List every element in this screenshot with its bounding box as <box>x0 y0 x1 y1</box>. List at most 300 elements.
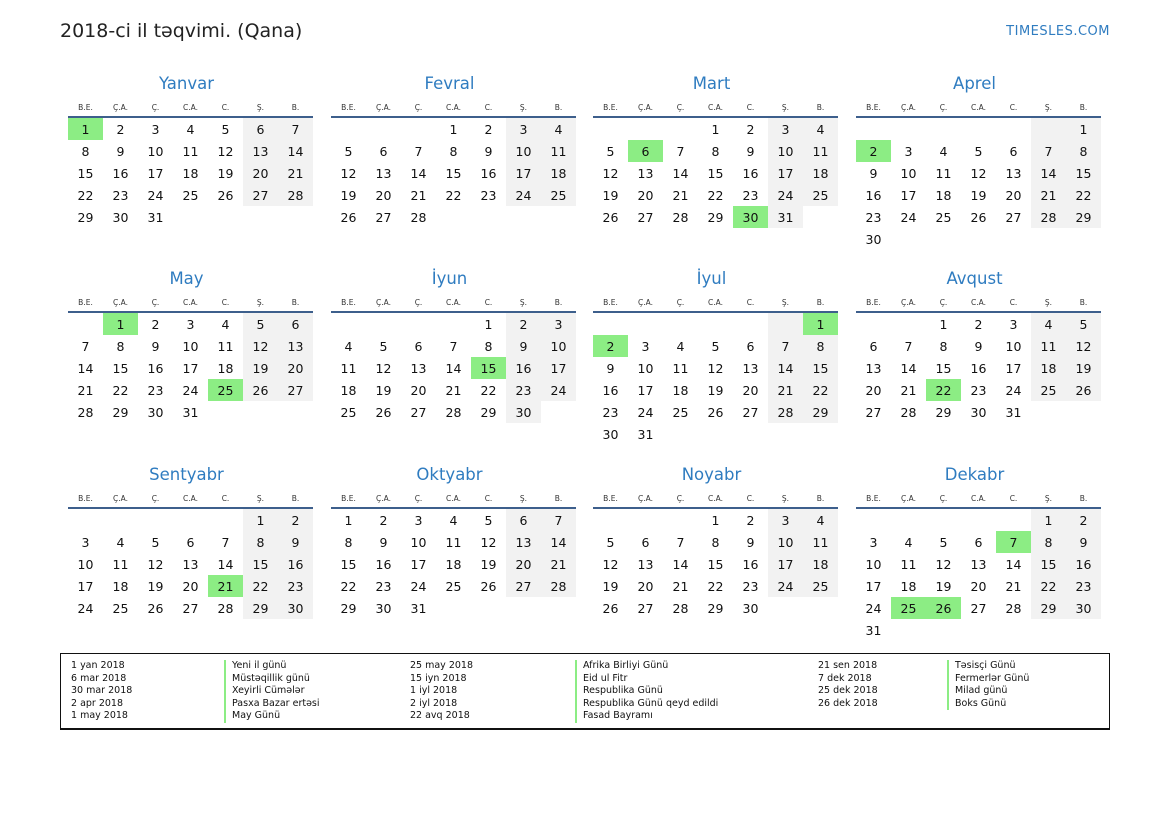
day-cell[interactable]: 7 <box>1031 140 1066 162</box>
day-cell[interactable]: 19 <box>602 578 619 594</box>
day-cell[interactable]: 27 <box>865 404 882 420</box>
day-cell[interactable]: 18 <box>803 553 838 575</box>
day-cell[interactable]: 27 <box>375 209 392 225</box>
day-cell[interactable]: 21 <box>1031 184 1066 206</box>
day-cell[interactable]: 13 <box>375 165 392 181</box>
day-cell[interactable]: 23 <box>865 209 882 225</box>
day-cell[interactable]: 11 <box>1031 335 1066 357</box>
day-cell[interactable]: 7 <box>449 338 458 354</box>
day-cell[interactable]: 17 <box>147 165 164 181</box>
day-cell[interactable]: 20 <box>375 187 392 203</box>
day-cell[interactable]: 16 <box>1066 553 1101 575</box>
day-cell[interactable]: 4 <box>803 117 838 140</box>
day-cell[interactable]: 30 <box>865 231 882 247</box>
day-cell[interactable]: 1 <box>344 512 353 528</box>
day-cell[interactable]: 5 <box>1066 312 1101 335</box>
day-cell[interactable]: 16 <box>147 360 164 376</box>
day-cell[interactable]: 1 <box>711 121 720 137</box>
day-cell[interactable]: 26 <box>243 379 278 401</box>
day-cell[interactable]: 31 <box>410 600 427 616</box>
day-cell[interactable]: 8 <box>803 335 838 357</box>
day-cell[interactable]: 6 <box>379 143 388 159</box>
day-cell[interactable]: 26 <box>1066 379 1101 401</box>
day-cell[interactable]: 11 <box>803 531 838 553</box>
day-cell[interactable]: 17 <box>768 162 803 184</box>
day-cell[interactable]: 7 <box>414 143 423 159</box>
day-cell[interactable]: 19 <box>375 382 392 398</box>
day-cell[interactable]: 14 <box>77 360 94 376</box>
day-cell[interactable]: 14 <box>217 556 234 572</box>
day-cell[interactable]: 22 <box>1031 575 1066 597</box>
day-cell[interactable]: 15 <box>1031 553 1066 575</box>
day-cell[interactable]: 10 <box>506 140 541 162</box>
day-cell[interactable]: 6 <box>414 338 423 354</box>
day-cell[interactable]: 2 <box>746 121 755 137</box>
day-cell[interactable]: 7 <box>676 534 685 550</box>
day-cell[interactable]: 30 <box>278 597 313 619</box>
day-cell[interactable]: 26 <box>602 600 619 616</box>
day-cell[interactable]: 27 <box>637 600 654 616</box>
day-cell[interactable]: 16 <box>375 556 392 572</box>
day-cell[interactable]: 27 <box>506 575 541 597</box>
day-cell[interactable]: 16 <box>506 357 541 379</box>
day-cell[interactable]: 31 <box>147 209 164 225</box>
day-cell[interactable]: 24 <box>900 209 917 225</box>
day-cell[interactable]: 25 <box>112 600 129 616</box>
day-cell[interactable]: 2 <box>1066 508 1101 531</box>
day-cell[interactable]: 24 <box>506 184 541 206</box>
day-cell[interactable]: 10 <box>900 165 917 181</box>
day-cell[interactable]: 8 <box>344 534 353 550</box>
day-cell[interactable]: 7 <box>81 338 90 354</box>
day-cell[interactable]: 12 <box>707 360 724 376</box>
day-cell[interactable]: 7 <box>676 143 685 159</box>
day-cell[interactable]: 24 <box>541 379 576 401</box>
day-cell[interactable]: 10 <box>768 531 803 553</box>
day-cell[interactable]: 16 <box>742 556 759 572</box>
day-cell[interactable]: 6 <box>278 312 313 335</box>
day-cell[interactable]: 23 <box>112 187 129 203</box>
day-cell[interactable]: 1 <box>711 512 720 528</box>
day-cell[interactable]: 29 <box>243 597 278 619</box>
day-cell[interactable]: 23 <box>742 578 759 594</box>
day-cell[interactable]: 18 <box>340 382 357 398</box>
day-cell[interactable]: 22 <box>243 575 278 597</box>
day-cell[interactable]: 27 <box>410 404 427 420</box>
day-cell[interactable]: 16 <box>742 165 759 181</box>
day-cell[interactable]: 8 <box>484 338 493 354</box>
day-cell[interactable]: 15 <box>1066 162 1101 184</box>
day-cell[interactable]: 15 <box>707 165 724 181</box>
day-cell[interactable]: 3 <box>768 117 803 140</box>
day-cell[interactable]: 15 <box>445 165 462 181</box>
day-cell[interactable]: 9 <box>484 143 493 159</box>
day-cell[interactable]: 14 <box>541 531 576 553</box>
day-cell[interactable]: 23 <box>278 575 313 597</box>
day-cell[interactable]: 27 <box>970 600 987 616</box>
day-cell[interactable]: 4 <box>676 338 685 354</box>
day-cell[interactable]: 24 <box>77 600 94 616</box>
day-cell[interactable]: 10 <box>541 335 576 357</box>
day-cell[interactable]: 27 <box>742 404 759 420</box>
day-cell[interactable]: 23 <box>506 379 541 401</box>
day-cell[interactable]: 20 <box>278 357 313 379</box>
day-cell[interactable]: 18 <box>935 187 952 203</box>
day-cell[interactable]: 8 <box>243 531 278 553</box>
day-cell[interactable]: 29 <box>480 404 497 420</box>
day-cell[interactable]: 4 <box>939 143 948 159</box>
day-cell[interactable]: 12 <box>602 165 619 181</box>
day-cell[interactable]: 22 <box>803 379 838 401</box>
day-cell[interactable]: 21 <box>410 187 427 203</box>
day-cell[interactable]: 3 <box>869 534 878 550</box>
day-cell[interactable]: 24 <box>182 382 199 398</box>
day-cell[interactable]: 18 <box>900 578 917 594</box>
day-cell[interactable]: 30 <box>602 426 619 442</box>
day-cell[interactable]: 6 <box>506 508 541 531</box>
site-link[interactable]: TIMESLES.COM <box>1006 24 1110 39</box>
day-cell[interactable]: 6 <box>641 534 650 550</box>
day-cell[interactable]: 30 <box>506 401 541 423</box>
day-cell[interactable]: 12 <box>243 335 278 357</box>
day-cell[interactable]: 29 <box>935 404 952 420</box>
day-cell[interactable]: 20 <box>865 382 882 398</box>
day-cell[interactable]: 9 <box>379 534 388 550</box>
day-cell[interactable]: 26 <box>375 404 392 420</box>
day-cell[interactable]: 14 <box>900 360 917 376</box>
day-cell[interactable]: 4 <box>116 534 125 550</box>
day-cell[interactable]: 2 <box>484 121 493 137</box>
day-cell[interactable]: 16 <box>970 360 987 376</box>
day-cell[interactable]: 26 <box>602 209 619 225</box>
day-cell[interactable]: 25 <box>182 187 199 203</box>
day-cell[interactable]: 19 <box>147 578 164 594</box>
day-cell[interactable]: 21 <box>900 382 917 398</box>
day-cell[interactable]: 13 <box>970 556 987 572</box>
day-cell[interactable]: 23 <box>970 382 987 398</box>
day-cell[interactable]: 12 <box>217 143 234 159</box>
day-cell[interactable]: 28 <box>77 404 94 420</box>
day-cell[interactable]: 7 <box>904 338 913 354</box>
day-cell[interactable]: 20 <box>970 578 987 594</box>
day-cell[interactable]: 27 <box>1005 209 1022 225</box>
day-cell[interactable]: 4 <box>541 117 576 140</box>
day-cell[interactable]: 20 <box>742 382 759 398</box>
day-cell[interactable]: 18 <box>803 162 838 184</box>
day-cell[interactable]: 31 <box>637 426 654 442</box>
day-cell[interactable]: 6 <box>628 140 663 162</box>
day-cell[interactable]: 12 <box>935 556 952 572</box>
day-cell[interactable]: 15 <box>77 165 94 181</box>
day-cell[interactable]: 26 <box>970 209 987 225</box>
day-cell[interactable]: 25 <box>672 404 689 420</box>
day-cell[interactable]: 24 <box>865 600 882 616</box>
day-cell[interactable]: 27 <box>243 184 278 206</box>
day-cell[interactable]: 9 <box>746 143 755 159</box>
day-cell[interactable]: 2 <box>116 121 125 137</box>
day-cell[interactable]: 20 <box>243 162 278 184</box>
day-cell[interactable]: 15 <box>707 556 724 572</box>
day-cell[interactable]: 3 <box>506 117 541 140</box>
day-cell[interactable]: 25 <box>1031 379 1066 401</box>
day-cell[interactable]: 24 <box>768 184 803 206</box>
day-cell[interactable]: 18 <box>112 578 129 594</box>
day-cell[interactable]: 10 <box>147 143 164 159</box>
day-cell[interactable]: 31 <box>865 622 882 638</box>
day-cell[interactable]: 4 <box>344 338 353 354</box>
day-cell[interactable]: 4 <box>803 508 838 531</box>
day-cell[interactable]: 1 <box>243 508 278 531</box>
day-cell[interactable]: 19 <box>935 578 952 594</box>
day-cell[interactable]: 3 <box>541 312 576 335</box>
day-cell[interactable]: 21 <box>541 553 576 575</box>
day-cell[interactable]: 17 <box>410 556 427 572</box>
day-cell[interactable]: 20 <box>410 382 427 398</box>
day-cell[interactable]: 29 <box>803 401 838 423</box>
day-cell[interactable]: 23 <box>742 187 759 203</box>
day-cell[interactable]: 13 <box>506 531 541 553</box>
day-cell[interactable]: 18 <box>182 165 199 181</box>
day-cell[interactable]: 25 <box>445 578 462 594</box>
day-cell[interactable]: 21 <box>278 162 313 184</box>
day-cell[interactable]: 27 <box>278 379 313 401</box>
day-cell[interactable]: 11 <box>340 360 357 376</box>
day-cell[interactable]: 15 <box>471 357 506 379</box>
day-cell[interactable]: 9 <box>974 338 983 354</box>
day-cell[interactable]: 6 <box>186 534 195 550</box>
day-cell[interactable]: 17 <box>900 187 917 203</box>
day-cell[interactable]: 22 <box>707 578 724 594</box>
day-cell[interactable]: 1 <box>68 117 103 140</box>
day-cell[interactable]: 29 <box>707 209 724 225</box>
day-cell[interactable]: 17 <box>77 578 94 594</box>
day-cell[interactable]: 28 <box>541 575 576 597</box>
day-cell[interactable]: 17 <box>637 382 654 398</box>
day-cell[interactable]: 8 <box>711 143 720 159</box>
day-cell[interactable]: 5 <box>151 534 160 550</box>
day-cell[interactable]: 17 <box>506 162 541 184</box>
day-cell[interactable]: 15 <box>243 553 278 575</box>
day-cell[interactable]: 16 <box>865 187 882 203</box>
day-cell[interactable]: 5 <box>379 338 388 354</box>
day-cell[interactable]: 7 <box>541 508 576 531</box>
day-cell[interactable]: 12 <box>375 360 392 376</box>
day-cell[interactable]: 6 <box>746 338 755 354</box>
day-cell[interactable]: 6 <box>1009 143 1018 159</box>
day-cell[interactable]: 25 <box>891 597 926 619</box>
day-cell[interactable]: 19 <box>340 187 357 203</box>
day-cell[interactable]: 27 <box>182 600 199 616</box>
day-cell[interactable]: 22 <box>1066 184 1101 206</box>
day-cell[interactable]: 28 <box>768 401 803 423</box>
day-cell[interactable]: 21 <box>672 187 689 203</box>
day-cell[interactable]: 2 <box>746 512 755 528</box>
day-cell[interactable]: 3 <box>1009 316 1018 332</box>
day-cell[interactable]: 11 <box>935 165 952 181</box>
day-cell[interactable]: 20 <box>1005 187 1022 203</box>
day-cell[interactable]: 16 <box>112 165 129 181</box>
day-cell[interactable]: 5 <box>974 143 983 159</box>
day-cell[interactable]: 8 <box>1066 140 1101 162</box>
day-cell[interactable]: 17 <box>182 360 199 376</box>
day-cell[interactable]: 18 <box>217 360 234 376</box>
day-cell[interactable]: 3 <box>151 121 160 137</box>
day-cell[interactable]: 21 <box>1005 578 1022 594</box>
day-cell[interactable]: 5 <box>606 143 615 159</box>
day-cell[interactable]: 29 <box>112 404 129 420</box>
day-cell[interactable]: 8 <box>711 534 720 550</box>
day-cell[interactable]: 30 <box>375 600 392 616</box>
day-cell[interactable]: 9 <box>1066 531 1101 553</box>
day-cell[interactable]: 25 <box>803 575 838 597</box>
day-cell[interactable]: 19 <box>970 187 987 203</box>
day-cell[interactable]: 16 <box>602 382 619 398</box>
day-cell[interactable]: 3 <box>414 512 423 528</box>
day-cell[interactable]: 12 <box>480 534 497 550</box>
day-cell[interactable]: 3 <box>186 316 195 332</box>
day-cell[interactable]: 12 <box>1066 335 1101 357</box>
day-cell[interactable]: 3 <box>904 143 913 159</box>
day-cell[interactable]: 14 <box>1005 556 1022 572</box>
day-cell[interactable]: 6 <box>974 534 983 550</box>
day-cell[interactable]: 25 <box>541 184 576 206</box>
day-cell[interactable]: 30 <box>970 404 987 420</box>
day-cell[interactable]: 5 <box>606 534 615 550</box>
day-cell[interactable]: 29 <box>1066 206 1101 228</box>
day-cell[interactable]: 26 <box>147 600 164 616</box>
day-cell[interactable]: 3 <box>768 508 803 531</box>
day-cell[interactable]: 24 <box>637 404 654 420</box>
day-cell[interactable]: 28 <box>278 184 313 206</box>
day-cell[interactable]: 9 <box>278 531 313 553</box>
day-cell[interactable]: 9 <box>606 360 615 376</box>
day-cell[interactable]: 5 <box>344 143 353 159</box>
day-cell[interactable]: 10 <box>865 556 882 572</box>
day-cell[interactable]: 9 <box>506 335 541 357</box>
day-cell[interactable]: 28 <box>672 600 689 616</box>
day-cell[interactable]: 1 <box>103 312 138 335</box>
day-cell[interactable]: 19 <box>1066 357 1101 379</box>
day-cell[interactable]: 26 <box>926 597 961 619</box>
day-cell[interactable]: 14 <box>672 556 689 572</box>
day-cell[interactable]: 11 <box>541 140 576 162</box>
day-cell[interactable]: 26 <box>480 578 497 594</box>
day-cell[interactable]: 12 <box>970 165 987 181</box>
day-cell[interactable]: 13 <box>243 140 278 162</box>
day-cell[interactable]: 18 <box>672 382 689 398</box>
day-cell[interactable]: 15 <box>112 360 129 376</box>
day-cell[interactable]: 4 <box>904 534 913 550</box>
day-cell[interactable]: 23 <box>480 187 497 203</box>
day-cell[interactable]: 12 <box>340 165 357 181</box>
day-cell[interactable]: 13 <box>742 360 759 376</box>
day-cell[interactable]: 18 <box>541 162 576 184</box>
day-cell[interactable]: 2 <box>379 512 388 528</box>
day-cell[interactable]: 20 <box>637 187 654 203</box>
day-cell[interactable]: 23 <box>602 404 619 420</box>
day-cell[interactable]: 10 <box>768 140 803 162</box>
day-cell[interactable]: 2 <box>278 508 313 531</box>
day-cell[interactable]: 21 <box>672 578 689 594</box>
day-cell[interactable]: 23 <box>1066 575 1101 597</box>
day-cell[interactable]: 14 <box>768 357 803 379</box>
day-cell[interactable]: 25 <box>208 379 243 401</box>
day-cell[interactable]: 14 <box>1031 162 1066 184</box>
day-cell[interactable]: 13 <box>278 335 313 357</box>
day-cell[interactable]: 14 <box>410 165 427 181</box>
day-cell[interactable]: 8 <box>939 338 948 354</box>
day-cell[interactable]: 15 <box>803 357 838 379</box>
day-cell[interactable]: 29 <box>77 209 94 225</box>
day-cell[interactable]: 26 <box>217 187 234 203</box>
day-cell[interactable]: 24 <box>410 578 427 594</box>
day-cell[interactable]: 13 <box>1005 165 1022 181</box>
day-cell[interactable]: 26 <box>707 404 724 420</box>
day-cell[interactable]: 9 <box>116 143 125 159</box>
day-cell[interactable]: 29 <box>707 600 724 616</box>
day-cell[interactable]: 11 <box>112 556 129 572</box>
day-cell[interactable]: 16 <box>278 553 313 575</box>
day-cell[interactable]: 19 <box>707 382 724 398</box>
day-cell[interactable]: 28 <box>900 404 917 420</box>
day-cell[interactable]: 28 <box>1031 206 1066 228</box>
day-cell[interactable]: 1 <box>1031 508 1066 531</box>
day-cell[interactable]: 18 <box>445 556 462 572</box>
day-cell[interactable]: 1 <box>484 316 493 332</box>
day-cell[interactable]: 15 <box>935 360 952 376</box>
day-cell[interactable]: 8 <box>81 143 90 159</box>
day-cell[interactable]: 21 <box>208 575 243 597</box>
day-cell[interactable]: 16 <box>480 165 497 181</box>
day-cell[interactable]: 11 <box>182 143 199 159</box>
day-cell[interactable]: 11 <box>445 534 462 550</box>
day-cell[interactable]: 5 <box>939 534 948 550</box>
day-cell[interactable]: 4 <box>186 121 195 137</box>
day-cell[interactable]: 17 <box>1005 360 1022 376</box>
day-cell[interactable]: 25 <box>935 209 952 225</box>
day-cell[interactable]: 4 <box>221 316 230 332</box>
day-cell[interactable]: 28 <box>1005 600 1022 616</box>
day-cell[interactable]: 29 <box>340 600 357 616</box>
day-cell[interactable]: 20 <box>637 578 654 594</box>
day-cell[interactable]: 17 <box>768 553 803 575</box>
day-cell[interactable]: 5 <box>711 338 720 354</box>
day-cell[interactable]: 23 <box>147 382 164 398</box>
day-cell[interactable]: 30 <box>147 404 164 420</box>
day-cell[interactable]: 30 <box>1066 597 1101 619</box>
day-cell[interactable]: 12 <box>147 556 164 572</box>
day-cell[interactable]: 30 <box>742 600 759 616</box>
day-cell[interactable]: 8 <box>449 143 458 159</box>
day-cell[interactable]: 19 <box>243 357 278 379</box>
day-cell[interactable]: 19 <box>480 556 497 572</box>
day-cell[interactable]: 15 <box>340 556 357 572</box>
day-cell[interactable]: 19 <box>217 165 234 181</box>
day-cell[interactable]: 31 <box>1005 404 1022 420</box>
day-cell[interactable]: 17 <box>865 578 882 594</box>
day-cell[interactable]: 14 <box>445 360 462 376</box>
day-cell[interactable]: 10 <box>1005 338 1022 354</box>
day-cell[interactable]: 17 <box>541 357 576 379</box>
day-cell[interactable]: 28 <box>410 209 427 225</box>
day-cell[interactable]: 24 <box>1005 382 1022 398</box>
day-cell[interactable]: 24 <box>768 575 803 597</box>
day-cell[interactable]: 20 <box>182 578 199 594</box>
day-cell[interactable]: 18 <box>1031 357 1066 379</box>
day-cell[interactable]: 21 <box>77 382 94 398</box>
day-cell[interactable]: 11 <box>672 360 689 376</box>
day-cell[interactable]: 13 <box>637 165 654 181</box>
